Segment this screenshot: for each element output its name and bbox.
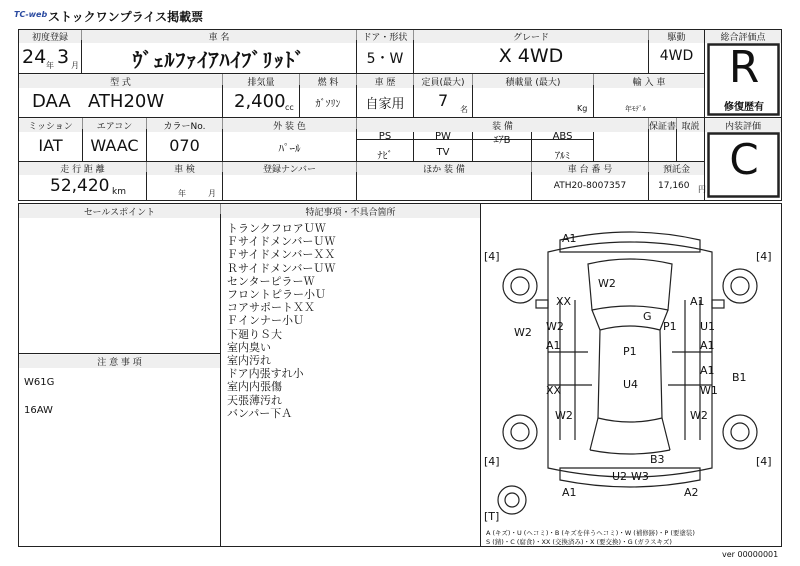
damage-mark: W2 — [555, 409, 573, 422]
model-year-unit: 年ﾓﾃﾞﾙ — [625, 105, 646, 113]
damage-mark: W2 — [546, 320, 564, 333]
damage-mark: U2 — [612, 470, 628, 483]
defect-item: 室内臭い — [227, 340, 271, 354]
kg-unit: Kg — [577, 104, 588, 113]
color-no-header: カラーNo. — [147, 119, 222, 132]
document-title: ストックワンプライス掲載票 — [48, 10, 204, 24]
damage-mark: A2 — [684, 486, 699, 499]
door-shape-header: ドア・形状 — [357, 30, 413, 43]
mileage: 52,420 — [50, 176, 110, 196]
displacement: 2,400 — [234, 91, 286, 112]
interior-score-header: 内装評価 — [705, 119, 781, 132]
damage-mark: XX — [556, 295, 572, 308]
model-header: 型 式 — [19, 75, 222, 88]
drive: 4WD — [659, 48, 694, 64]
damage-mark: XX — [546, 384, 562, 397]
damage-mark: U1 — [700, 320, 716, 333]
defect-item: Ｆインナー小Ｕ — [227, 314, 304, 328]
load-header: 積載量 (最大) — [473, 75, 593, 88]
aircon: WAAC — [90, 136, 139, 155]
caution-note: W61G — [24, 377, 55, 388]
equip-navi: ﾅﾋﾞ — [377, 151, 393, 162]
damage-mark: A1 — [562, 486, 577, 499]
caution-note: 16AW — [24, 405, 53, 416]
first-reg-header: 初度登録 — [19, 30, 81, 43]
damage-mark: A1 — [546, 339, 561, 352]
damage-mark: W2 — [598, 277, 616, 290]
year-unit: 年 — [46, 61, 54, 70]
reg-number-header: 登録ナンバー — [223, 162, 356, 175]
cc-unit: cc — [285, 103, 294, 112]
tire-label-fl: [4] — [484, 250, 500, 263]
km-unit: km — [112, 187, 126, 197]
sales-point-header: セールスポイント — [19, 205, 220, 218]
equip-pw: PW — [435, 131, 451, 142]
damage-mark: G — [643, 310, 652, 323]
legend-line-2: S (錆)・C (腐食)・XX (交換済み)・X (要交換)・G (ガラスキズ) — [486, 538, 672, 546]
displacement-header: 排気量 — [223, 75, 299, 88]
overall-score: R — [728, 42, 760, 93]
defect-item: ＦサイドメンバーＸＸ — [227, 248, 336, 262]
damage-mark: B1 — [732, 371, 747, 384]
car-history: 自家用 — [365, 97, 405, 112]
tire-label-rr: [4] — [756, 455, 772, 468]
car-name: ｳﾞｪﾙﾌｧｲｱﾊｲﾌﾞﾘｯﾄﾞ — [132, 48, 306, 72]
caution-header: 注 意 事 項 — [19, 355, 220, 368]
defect-item: バンパー下Ａ — [227, 406, 293, 420]
persons-unit: 名 — [460, 105, 468, 114]
damage-mark: P1 — [623, 345, 637, 358]
defect-item: 天張薄汚れ — [227, 393, 282, 407]
damage-mark: B3 — [650, 453, 665, 466]
chassis-number-header: 車 台 番 号 — [532, 162, 648, 175]
recycle-fee: 17,160 — [658, 181, 690, 191]
other-equipment-header: ほか 装 備 — [357, 162, 531, 175]
interior-score: C — [729, 135, 759, 184]
special-notes-header: 特記事項・不具合箇所 — [221, 205, 480, 218]
equip-alloy: ｱﾙﾐ — [555, 151, 570, 162]
drive-header: 駆動 — [649, 30, 704, 43]
defect-item: 室内汚れ — [227, 354, 271, 368]
damage-mark: A1 — [562, 232, 577, 245]
damage-mark: P1 — [663, 320, 677, 333]
mission-header: ミッション — [19, 119, 82, 132]
recycle-fee-header: 預託金 — [649, 162, 704, 175]
aircon-header: エアコン — [83, 119, 146, 132]
ext-color-header: 外 装 色 — [223, 119, 356, 132]
first-reg-year: 24 — [22, 46, 47, 68]
legend-line-1: A (キズ)・U (ヘコミ)・B (キズを伴うヘコミ)・W (補修跡)・P (要塗装) — [486, 529, 695, 537]
defect-item: 下廻りＳ大 — [227, 327, 282, 341]
type-prefix: DAA — [32, 91, 71, 112]
warranty-header: 保証書 — [649, 119, 676, 132]
inspection-header: 車 検 — [147, 162, 222, 175]
damage-mark: A1 — [700, 364, 715, 377]
manual-header: 取説 — [677, 119, 704, 132]
color-no: 070 — [169, 136, 200, 155]
ext-color: ﾊﾟｰﾙ — [278, 142, 301, 155]
equip-ps: PS — [378, 131, 392, 142]
defect-item: トランクフロアＵＷ — [227, 222, 326, 235]
defect-item: ドア内張すれ小 — [227, 367, 304, 381]
inspection-year-unit: 年 — [178, 189, 186, 198]
car-name-header: 車 名 — [82, 30, 356, 43]
tire-label-fr: [4] — [756, 250, 772, 263]
damage-mark: A1 — [690, 295, 705, 308]
equip-abs: ABS — [552, 131, 573, 142]
damage-mark: A1 — [700, 339, 715, 352]
defect-item: フロントピラー小Ｕ — [227, 288, 326, 302]
tcweb-logo: TC-web — [14, 10, 48, 19]
damage-mark: W2 — [690, 409, 708, 422]
damage-mark: W3 — [631, 470, 649, 483]
defect-item: センターピラーＷ — [227, 274, 315, 288]
tire-label-rl: [4] — [484, 455, 500, 468]
mileage-header: 走 行 距 離 — [19, 162, 146, 175]
overall-score-header: 総合評価点 — [705, 30, 781, 43]
model-code: ATH20W — [88, 91, 165, 112]
fuel: ｶﾞｿﾘﾝ — [315, 99, 341, 110]
defect-item: コアサポートＸＸ — [227, 301, 315, 315]
grade-header: グレード — [414, 30, 648, 43]
yen-unit: 円 — [698, 185, 706, 194]
defect-item: ＲサイドメンバーＵＷ — [227, 261, 336, 275]
damage-mark: W1 — [700, 384, 718, 397]
capacity: 7 — [438, 91, 449, 110]
chassis-number: ATH20-8007357 — [553, 181, 627, 191]
equipment-header: 装 備 — [357, 119, 648, 132]
mission: IAT — [38, 136, 63, 155]
capacity-header: 定員(最大) — [414, 75, 472, 88]
version-label: ver 00000001 — [722, 550, 779, 559]
equip-tv: TV — [436, 147, 450, 158]
inspection-month-unit: 月 — [208, 189, 216, 198]
damage-mark: W2 — [514, 326, 532, 339]
repair-history: 修復歴有 — [724, 102, 764, 113]
grade: X 4WD — [498, 45, 564, 67]
month-unit: 月 — [71, 61, 79, 70]
tire-label-spare: [T] — [484, 510, 500, 523]
first-reg-month: 3 — [57, 46, 70, 68]
fuel-header: 燃 料 — [300, 75, 356, 88]
car-history-header: 車 歴 — [357, 75, 413, 88]
defect-item: 室内内張傷 — [227, 380, 282, 394]
import-header: 輸 入 車 — [594, 75, 704, 88]
damage-mark: U4 — [623, 378, 639, 391]
equip-airbag: ｴｱB — [493, 135, 511, 146]
defect-item: ＦサイドメンバーＵＷ — [227, 235, 336, 249]
door-shape: 5・W — [366, 51, 404, 67]
